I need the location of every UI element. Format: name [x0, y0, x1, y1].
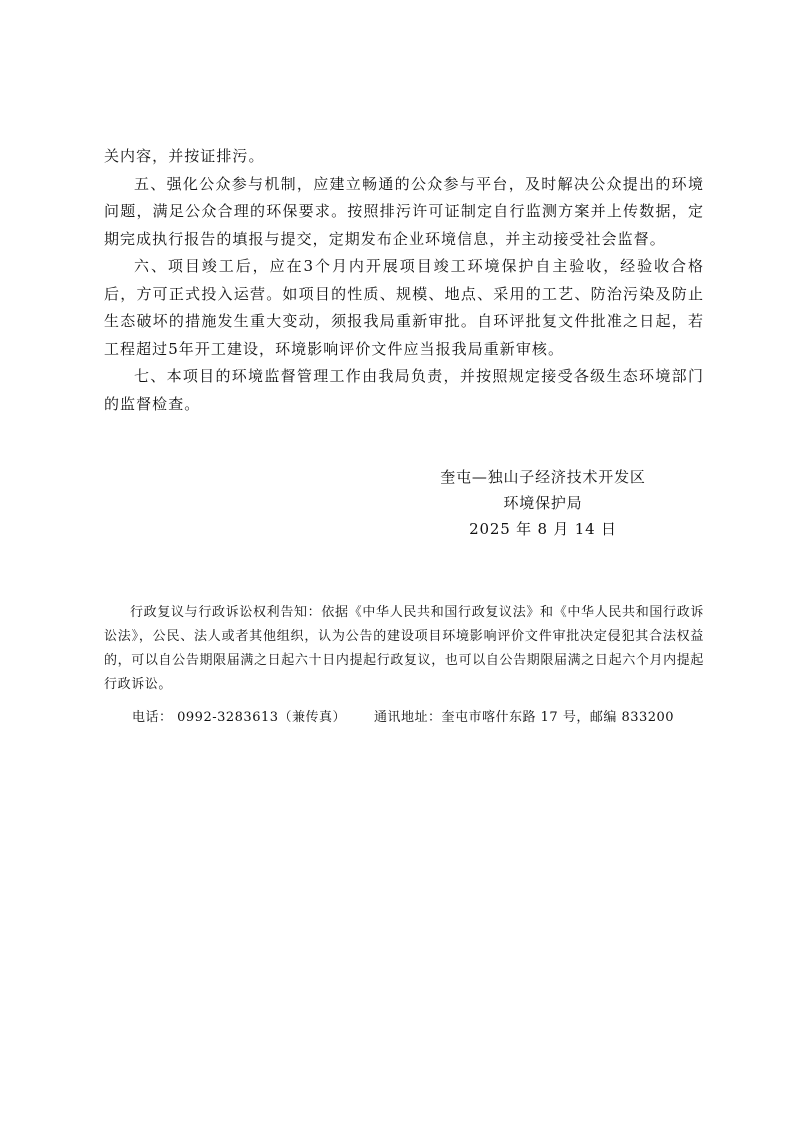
contact-phone: 电话： 0992-3283613（兼传真） [132, 710, 347, 725]
contact-address: 通讯地址：奎屯市喀什东路 17 号，邮编 833200 [374, 710, 675, 725]
paragraph-7: 七、本项目的环境监督管理工作由我局负责，并按照规定接受各级生态环境部门的监督检查。 [104, 367, 704, 413]
legal-rights-notice [104, 601, 704, 697]
paragraph-6: 六、项目竣工后，应在3个月内开展项目竣工环境保护自主验收，经验收合格后，方可正式投入运营。如项目的性质、规模、地点、采用的工艺、防治污染及防止生态破坏的措施发生重大变动，须报我局重新审批。自环评批复文件批准之日起，若工程超过5年开工建设，环境影响评价文件应当报我局重新审核。 [104, 257, 704, 358]
issuing-organization-line-2: 环境保护局 [503, 494, 583, 512]
legal-rights-notice-text: 行政复议与行政诉讼权利告知：依据《中华人民共和国行政复议法》和《中华人民共和国行政诉讼法》，公民、法人或者其他组织，认为公告的建设项目环境影响评价文件审批决定侵犯其合法权益的，可以自公告期限届满之日起六十日内提起行政复议，也可以自公告期限届满之日起六个月内提起行政诉讼。 [104, 605, 704, 692]
paragraph-continuation: 关内容，并按证排污。 [104, 147, 265, 165]
signature-block [438, 464, 648, 542]
issuing-organization-line-1: 奎屯—独山子经济技术开发区 [440, 468, 646, 486]
body-text [104, 143, 704, 418]
contact-info [132, 708, 692, 728]
paragraph-5: 五、强化公众参与机制，应建立畅通的公众参与平台，及时解决公众提出的环境问题，满足公众合理的环保要求。按照排污许可证制定自行监测方案并上传数据，定期完成执行报告的填报与提交，定期发布企业环境信息，并主动接受社会监督。 [104, 174, 704, 248]
issue-date: 2025 年 8 月 14 日 [469, 520, 617, 538]
